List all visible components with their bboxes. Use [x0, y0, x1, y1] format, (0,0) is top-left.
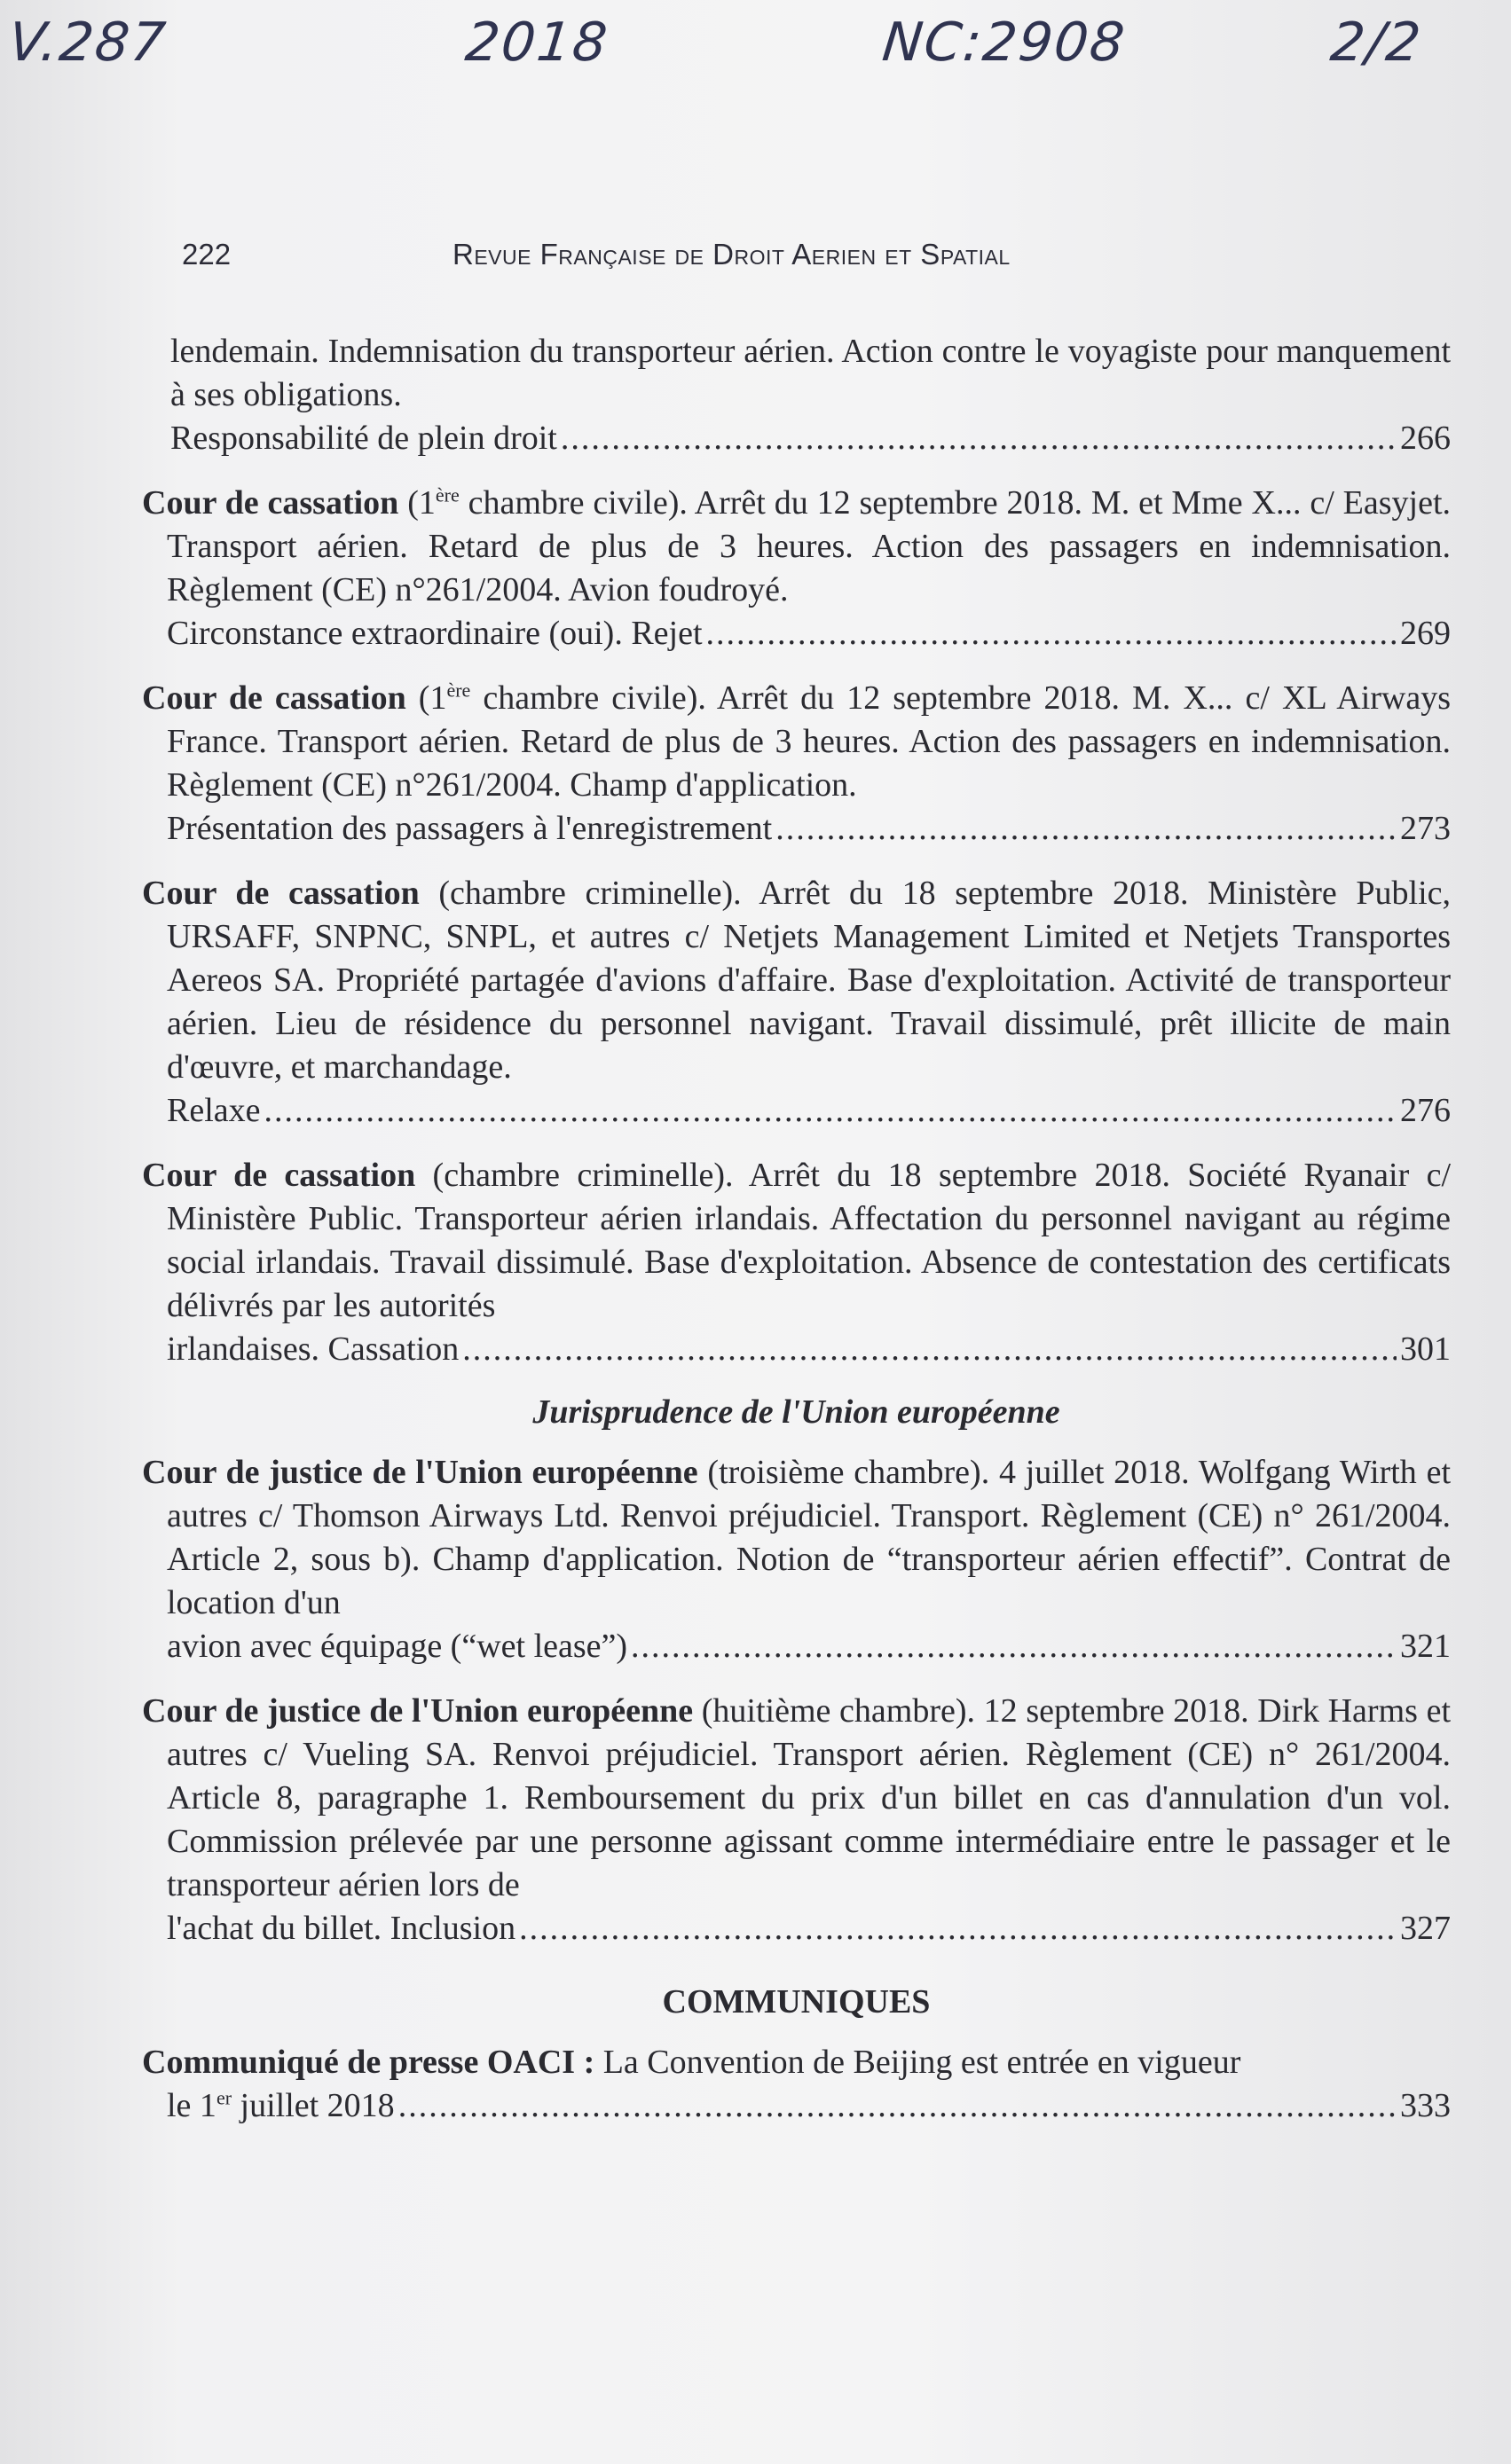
page-number: 222 — [182, 238, 232, 271]
entry-text: La Convention de Beijing est entrée en vigueur — [594, 2044, 1241, 2081]
entry-last-line — [167, 1328, 1451, 1371]
ordinal-sup: ère — [435, 483, 460, 506]
last-prefix: le 1 — [167, 2087, 216, 2124]
toc-entry — [142, 330, 1451, 460]
court-name: Cour de cassation — [142, 679, 406, 717]
leader-dots — [398, 2084, 1397, 2128]
entry-last-line — [167, 2084, 1451, 2128]
toc-entry — [142, 1690, 1451, 1950]
leader-dots — [706, 612, 1397, 655]
entry-page: 321 — [1400, 1628, 1451, 1665]
entry-last-line — [167, 807, 1451, 851]
leader-dots — [561, 417, 1397, 460]
toc-entry — [142, 1154, 1451, 1371]
court-name: Cour de cassation — [142, 875, 420, 912]
leader-dots — [519, 1907, 1397, 1950]
toc-entry — [142, 677, 1451, 851]
journal-title: Revue Française de Droit Aerien et Spatial — [453, 238, 1011, 271]
court-name: Cour de cassation — [142, 1157, 416, 1194]
nc-annotation: NC:2908 — [879, 12, 1129, 74]
entry-last-line — [167, 1907, 1451, 1950]
court-name: Cour de cassation — [142, 484, 399, 522]
entry-page: 269 — [1400, 615, 1451, 652]
entry-last-text: Présentation des passagers à l'enregistrement — [167, 810, 773, 847]
section-title-communiques: COMMUNIQUES — [662, 1983, 931, 2021]
entry-last-text: avion avec équipage (“wet lease”) — [167, 1628, 628, 1665]
entry-last-line — [170, 417, 1451, 460]
chamber-open: (1 — [398, 484, 436, 522]
entry-last-text — [167, 2084, 395, 2128]
volume-annotation: V.287 — [5, 12, 170, 74]
chamber-open: (1 — [405, 679, 447, 717]
toc-entry — [142, 1451, 1451, 1668]
ordinal-sup: er — [216, 2086, 232, 2109]
entry-last-text: l'achat du billet. Inclusion — [167, 1910, 516, 1947]
entry-page: 301 — [1400, 1330, 1451, 1368]
ordinal-sup: ère — [446, 679, 471, 702]
entry-text: (troisième chambre). 4 juillet 2018. Wolfgang Wirth et autres c/ Thomson Airways Ltd. Renvoi préjudiciel. Transport. Règlement (CE) n° 261/2004. Article 2, sous b). Champ d'application. Notion de “transporteur aérien effectif”. Contrat de location d'un — [167, 1454, 1451, 1621]
entry-page: 266 — [1400, 420, 1451, 457]
table-of-contents — [142, 330, 1451, 2149]
entry-text: chambre civile). Arrêt du 12 septembre 2018. M. et Mme X... c/ Easyjet. Transport aérien. Retard de plus de 3 heures. Action des passagers en indemnisation. Règlement (CE) n°261/2004. Avion foudroyé. — [167, 484, 1452, 608]
toc-entry — [142, 482, 1451, 655]
entry-last-text: irlandaises. Cassation — [167, 1330, 460, 1368]
leader-dots — [462, 1328, 1397, 1371]
year-annotation: 2018 — [462, 12, 612, 74]
entry-text: (chambre criminelle). Arrêt du 18 septembre 2018. Ministère Public, URSAFF, SNPNC, SNPL, et autres c/ Netjets Management Limited et Netjets Transportes Aereos SA. Propriété partagée d'avions d'affaire. Base d'exploitation. Activité de transporteur aérien. Lieu de résidence du personnel navigant. Travail dissimulé, prêt illicite de main d'œuvre, et marchandage. — [167, 875, 1451, 1086]
court-name: Cour de justice de l'Union européenne — [142, 1692, 694, 1730]
leader-dots — [264, 1089, 1397, 1133]
entry-last-text: Relaxe — [167, 1092, 261, 1129]
entry-text: lendemain. Indemnisation du transporteur aérien. Action contre le voyagiste pour manquement à ses obligations. — [170, 333, 1451, 413]
entry-text: (chambre criminelle). Arrêt du 18 septembre 2018. Société Ryanair c/ Ministère Public. Transporteur aérien irlandais. Affectation du personnel navigant au régime social irlandais. Travail dissimulé. Base d'exploitation. Absence de contestation des certificats délivrés par les autorités — [167, 1157, 1451, 1324]
toc-entry — [142, 872, 1451, 1133]
entry-last-line — [167, 612, 1451, 655]
running-head — [0, 238, 1511, 277]
entry-text: (huitième chambre). 12 septembre 2018. Dirk Harms et autres c/ Vueling SA. Renvoi préjudiciel. Transport aérien. Règlement (CE) n° 261/2004. Article 8, paragraphe 1. Remboursement du prix d'un billet en cas d'annulation d'un vol. Commission prélevée par une personne agissant comme intermédiaire entre le passager et le transporteur aérien lors de — [167, 1692, 1451, 1903]
entry-page: 273 — [1400, 810, 1451, 847]
leader-dots — [631, 1625, 1397, 1668]
entry-last-line — [167, 1625, 1451, 1668]
entry-page: 333 — [1400, 2087, 1451, 2124]
part-annotation: 2/2 — [1327, 12, 1426, 74]
entry-last-line — [167, 1089, 1451, 1133]
court-name: Communiqué de presse OACI : — [142, 2044, 595, 2081]
court-name: Cour de justice de l'Union européenne — [142, 1454, 698, 1491]
entry-page: 327 — [1400, 1910, 1451, 1947]
toc-entry — [142, 2041, 1451, 2128]
entry-last-text: Responsabilité de plein droit — [170, 420, 557, 457]
entry-last-text: Circonstance extraordinaire (oui). Rejet — [167, 615, 703, 652]
entry-page: 276 — [1400, 1092, 1451, 1129]
last-suffix: juillet 2018 — [232, 2087, 395, 2124]
handwritten-annotations — [0, 4, 1511, 84]
section-title-eu: Jurisprudence de l'Union européenne — [532, 1393, 1060, 1431]
entry-text: chambre civile). Arrêt du 12 septembre 2018. M. X... c/ XL Airways France. Transport aérien. Retard de plus de 3 heures. Action des passagers en indemnisation. Règlement (CE) n°261/2004. Champ d'application. — [167, 679, 1451, 804]
leader-dots — [775, 807, 1397, 851]
